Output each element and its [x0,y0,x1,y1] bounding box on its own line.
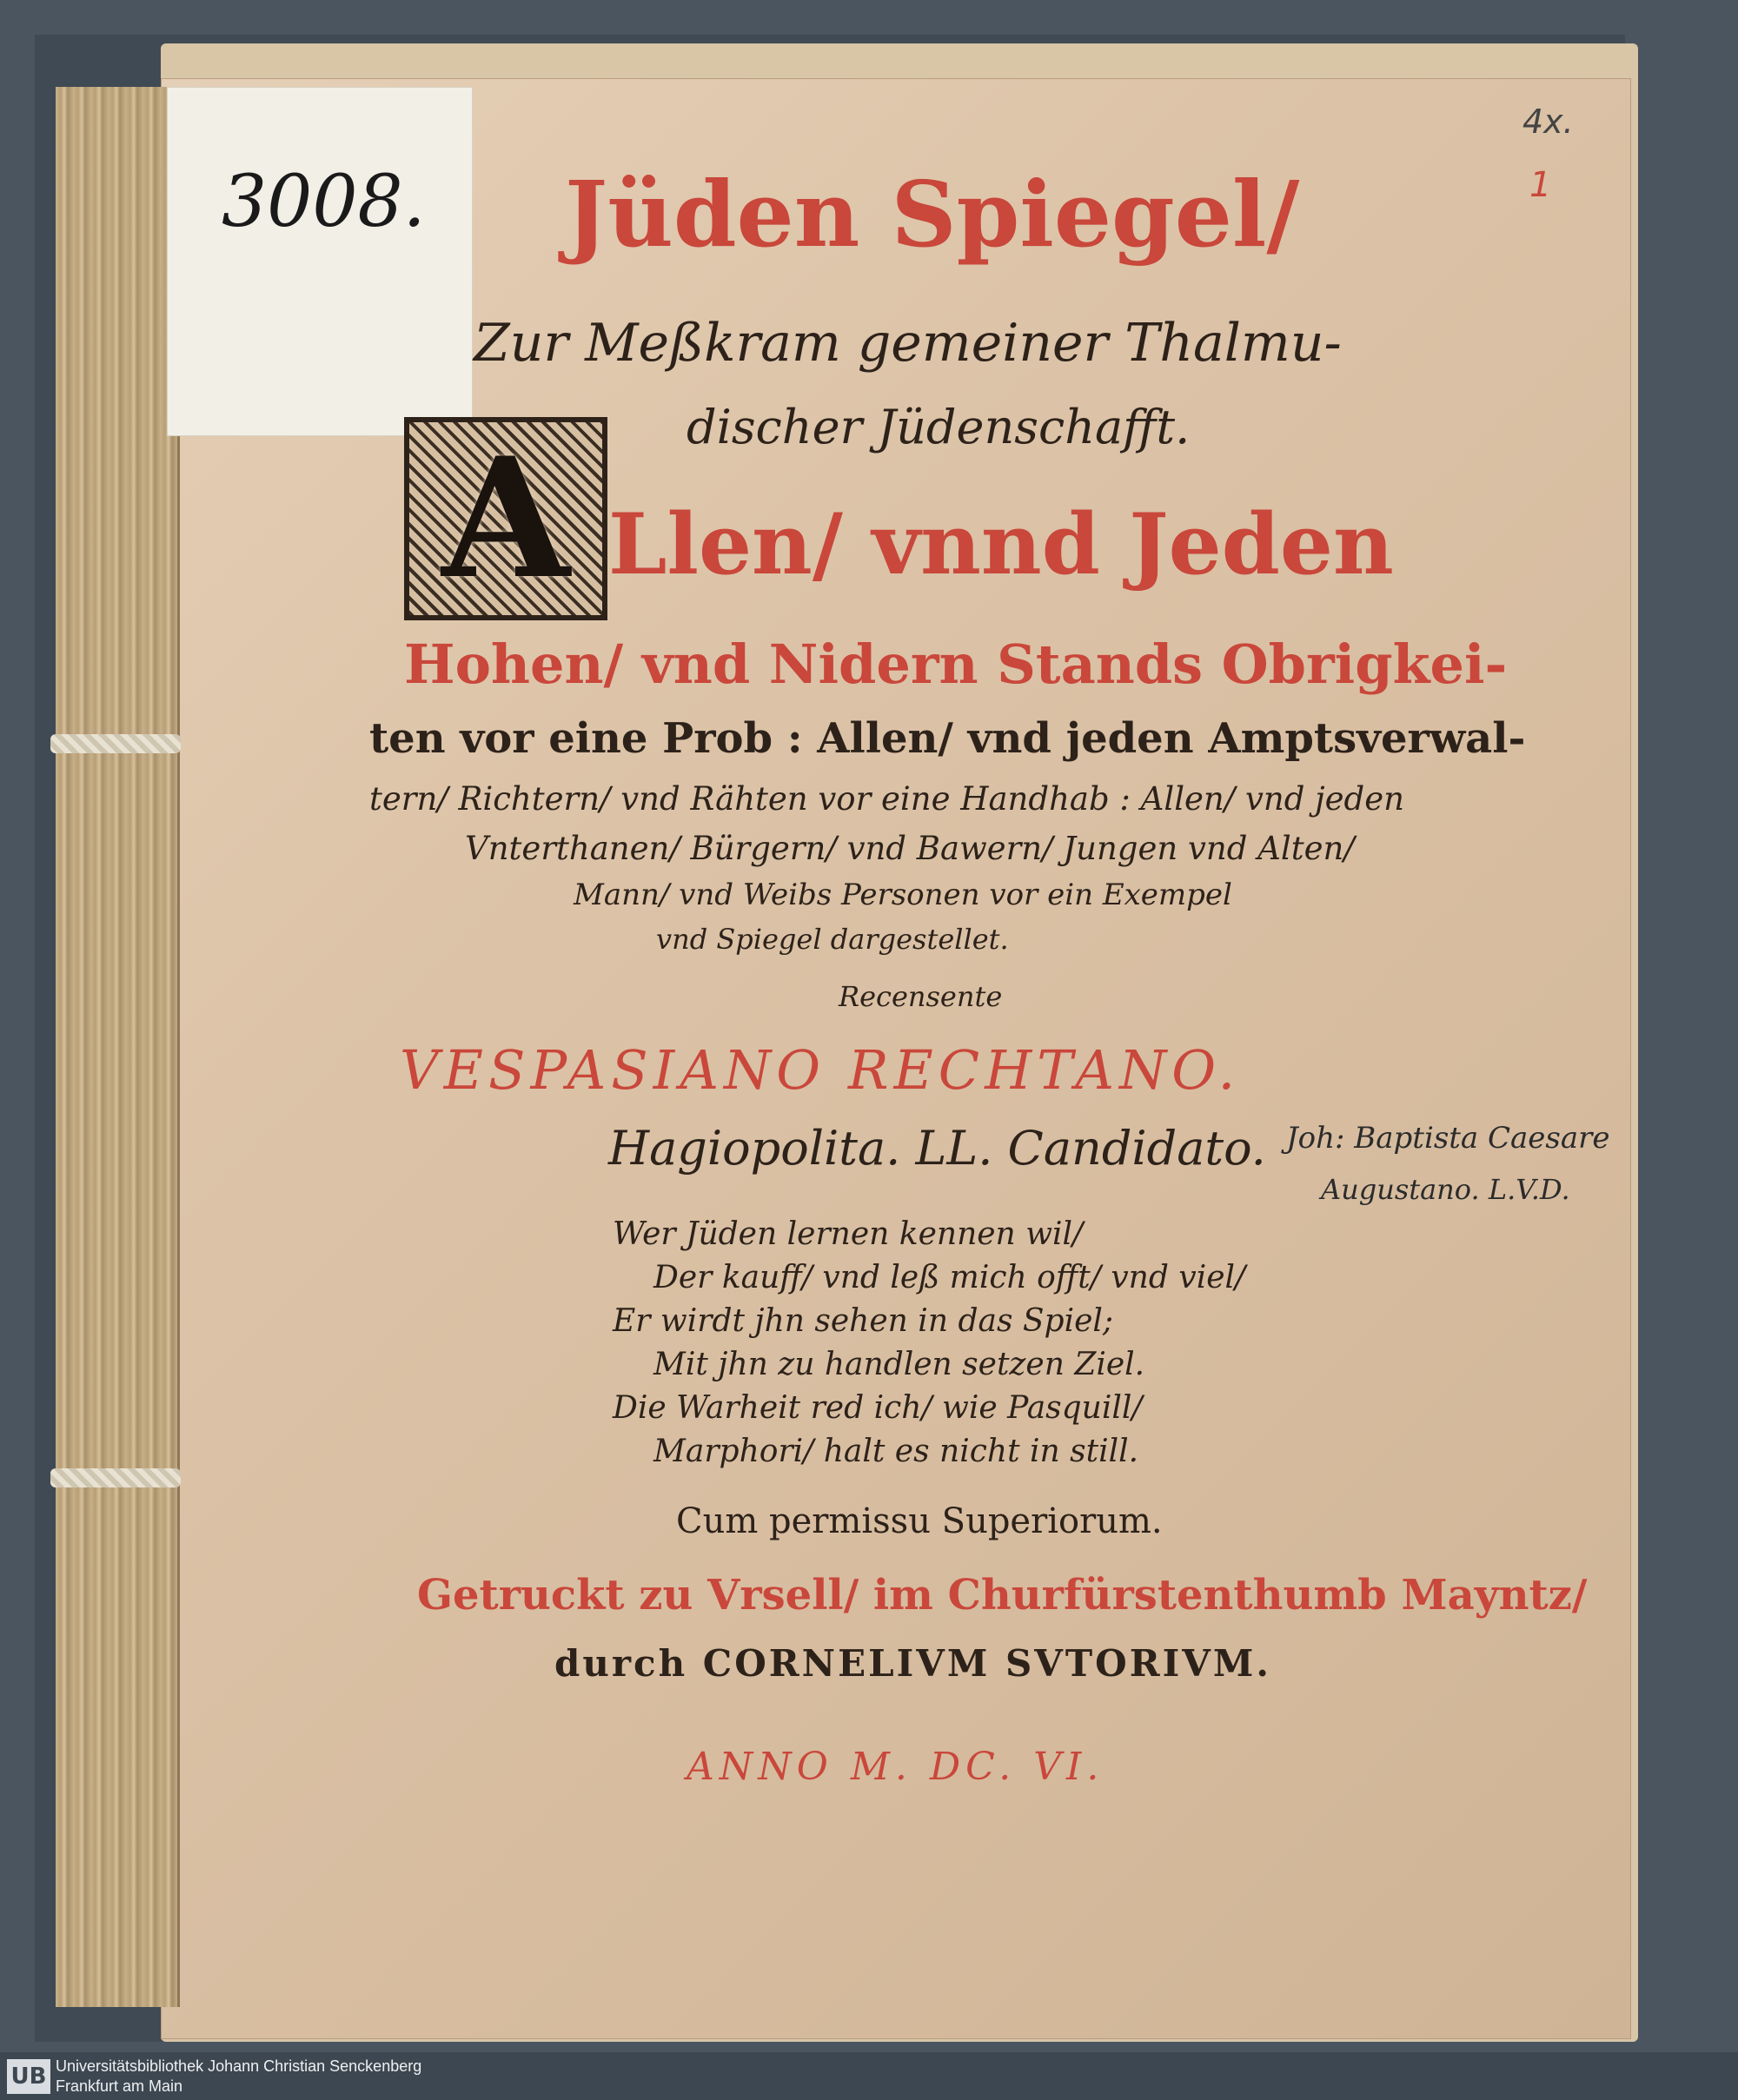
title-line-7: tern/ Richtern/ vnd Rähten vor eine Handhab : Allen/ vnd jeden [369,780,1404,818]
footer-institution: Universitätsbibliothek Johann Christian Senckenberg [56,2057,422,2075]
title-line-6: ten vor eine Prob : Allen/ vnd jeden Amptsverwal- [369,714,1526,763]
spine-cord [50,734,181,753]
shelfmark-label [167,87,473,436]
initial-letter: A [441,421,570,615]
title-line-3: discher Jüdenschafft. [687,400,1191,454]
decorated-initial [404,417,607,620]
recensente-label: Recensente [839,980,1003,1013]
title-line-8: Vnterthanen/ Bürgern/ vnd Bawern/ Jungen vnd Alten/ [465,830,1355,867]
verse-line-5: Die Warheit red ich/ wie Pasquill/ [613,1390,1143,1426]
title-line-1: Jüden Spiegel/ [565,161,1300,268]
footer-city: Frankfurt am Main [56,2077,183,2095]
title-line-4: Llen/ vnnd Jeden [608,495,1394,593]
spine-cord [50,1468,181,1487]
library-logo: UB [7,2059,50,2094]
verse-line-4: Mit jhn zu handlen setzen Ziel. [653,1347,1145,1382]
handwritten-note-2: Augustano. L.V.D. [1321,1173,1570,1206]
title-line-5: Hohen/ vnd Nidern Stands Obrigkei- [404,633,1508,696]
title-line-10: vnd Spiegel dargestellet. [656,923,1009,956]
book-spine [56,87,180,2007]
verse-line-3: Er wirdt jhn sehen in das Spiel; [613,1303,1114,1339]
permission-line: Cum permissu Superiorum. [676,1501,1163,1541]
verse-line-2: Der kauff/ vnd leß mich offt/ vnd viel/ [653,1260,1246,1295]
imprint-line-1: Getruckt zu Vrsell/ im Churfürstenthumb Mayntz/ [417,1571,1588,1620]
imprint-year: ANNO M. DC. VI. [687,1745,1104,1789]
pencil-number: 4x. [1522,103,1574,141]
verse-line-6: Marphori/ halt es nicht in still. [653,1434,1139,1469]
author-name: VESPASIANO RECHTANO. [400,1038,1241,1102]
author-title: Hagiopolita. LL. Candidato. [608,1121,1266,1176]
verse-line-1: Wer Jüden lernen kennen wil/ [613,1216,1084,1252]
imprint-line-2: durch CORNELIVM SVTORIVM. [554,1642,1271,1685]
shelfmark-text: 3008. [222,161,426,243]
handwritten-note-1: Joh: Baptista Caesare [1286,1121,1610,1156]
title-line-2: Zur Meßkram gemeiner Thalmu- [474,313,1342,374]
title-line-9: Mann/ vnd Weibs Personen vor ein Exempel [574,878,1232,912]
page-number-mark: 1 [1529,165,1552,205]
